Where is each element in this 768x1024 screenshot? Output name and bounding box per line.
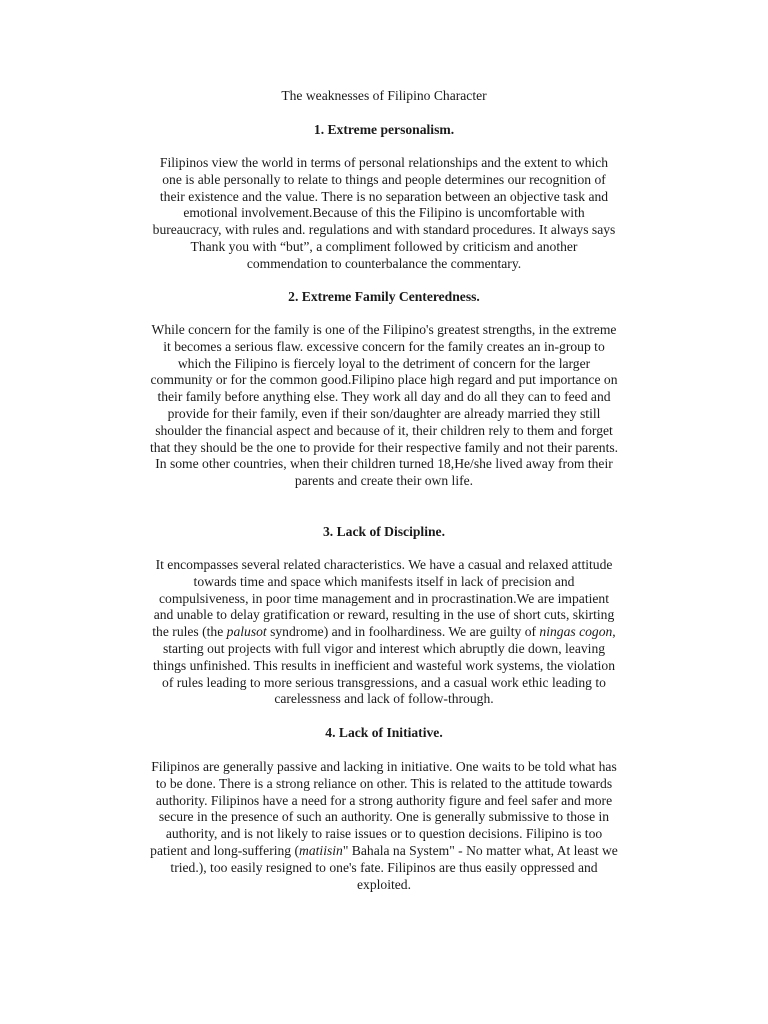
section-body-3 (113, 557, 655, 708)
paragraph-line: shoulder the financial aspect and because of it, their children rely to them and forget (155, 422, 613, 438)
paragraph-line: and unable to delay gratification or reward, resulting in the use of short cuts, skirting (153, 607, 615, 623)
paragraph-line: things unfinished. This results in inefficient and wasteful work systems, the violation (152, 657, 615, 673)
paragraph-line: emotional involvement.Because of this the Filipino is uncomfortable with (183, 205, 585, 221)
text-run: syndrome) and in foolhardiness. We are guilty of (266, 624, 540, 640)
paragraph-line: their family before anything else. They work all day and do all they can to feed and (157, 389, 611, 405)
document-title: The weaknesses of Filipino Character (281, 88, 487, 103)
section-heading-1: 1. Extreme personalism. (313, 122, 455, 137)
paragraph-line (113, 843, 655, 860)
paragraph-line: Filipinos view the world in terms of personal relationships and the extent to which (159, 155, 609, 170)
text-run: , (612, 624, 616, 640)
section-body-2 (113, 322, 655, 490)
paragraph-line: commendation to counterbalance the commentary. (246, 255, 522, 271)
italic-term-matiisin: matiisin (299, 842, 343, 858)
italic-term-palusot: palusot (226, 624, 267, 640)
paragraph-line: provide for their family, even if their son/daughter are already married they still (167, 405, 601, 421)
paragraph-line: which the Filipino is fiercely loyal to the detriment of concern for the larger (177, 355, 591, 371)
text-run: " Bahala na System" - No matter what, At least we (342, 842, 618, 858)
paragraph-line: bureaucracy, with rules and. regulations and with standard procedures. It always says (152, 222, 616, 238)
paragraph-line: one is able personally to relate to things and people determines our recognition of (162, 171, 606, 187)
paragraph-line: authority, and is not likely to raise issues or to question decisions. Filipino is too (165, 826, 603, 842)
paragraph-line: it becomes a serious flaw. excessive concern for the family creates an in-group to (163, 338, 605, 354)
paragraph-line: In some other countries, when their children turned 18,He/she lived away from their (155, 456, 613, 472)
paragraph-line: their existence and the value. There is no separation between an objective task and (159, 188, 609, 204)
paragraph-line: of rules leading to more serious transgressions, and a casual work ethic leading to (162, 674, 606, 690)
section-heading-3: 3. Lack of Discipline. (323, 524, 445, 539)
paragraph-line: tried.), too easily resigned to one's fate. Filipinos are thus easily oppressed and (170, 859, 598, 875)
section-heading-4: 4. Lack of Initiative. (325, 725, 443, 740)
paragraph-line (113, 624, 655, 641)
paragraph-line: While concern for the family is one of the Filipino's greatest strengths, in the extreme (151, 322, 617, 337)
paragraph-line: carelessness and lack of follow-through. (274, 691, 494, 707)
section-body-1 (113, 155, 655, 273)
paragraph-line: parents and create their own life. (294, 473, 474, 489)
text-run: the rules (the (152, 624, 227, 640)
paragraph-line: Thank you with “but”, a compliment followed by criticism and another (190, 238, 578, 254)
paragraph-line: It encompasses several related characteristics. We have a casual and relaxed attitude (155, 557, 613, 572)
section-body-4 (113, 759, 655, 893)
paragraph-line: to be done. There is a strong reliance on other. This is related to the attitude towards (155, 775, 613, 791)
paragraph-line: compulsiveness, in poor time management and in procrastination.We are impatient (158, 590, 609, 606)
paragraph-line: Filipinos are generally passive and lacking in initiative. One waits to be told what has (151, 759, 617, 774)
italic-term-ningas-cogon: ningas cogon (539, 624, 613, 640)
paragraph-line: exploited. (357, 876, 411, 892)
paragraph-line: starting out projects with full vigor and interest which abruptly die down, leaving (162, 640, 606, 656)
text-run: patient and long-suffering ( (150, 842, 300, 858)
paragraph-line: towards time and space which manifests itself in lack of precision and (193, 573, 575, 589)
section-heading-2: 2. Extreme Family Centeredness. (288, 289, 480, 304)
paragraph-line: community or for the common good.Filipino place high regard and put importance on (150, 372, 618, 388)
paragraph-line: authority. Filipinos have a need for a strong authority figure and feel safer and more (155, 792, 613, 808)
paragraph-line: secure in the presence of such an authority. One is generally submissive to those in (158, 809, 610, 825)
paragraph-line: that they should be the one to provide for their respective family and not their parents. (149, 439, 619, 455)
